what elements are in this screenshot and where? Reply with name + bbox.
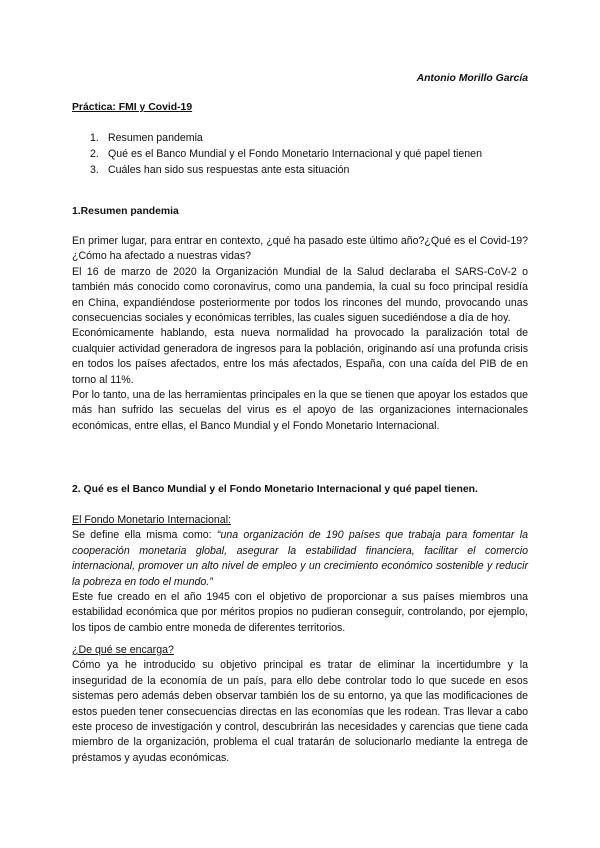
imf-subheading: El Fondo Monetario Internacional: [72, 514, 231, 526]
toc-item-label: Cuáles han sido sus respuestas ante esta situación [108, 164, 350, 176]
paragraph: En primer lugar, para entrar en contexto, ¿qué ha pasado este último año?¿Qué es el Covid-19?¿Cómo ha afectado a nuestras vidas? [72, 235, 528, 263]
toc-item-label: Resumen pandemia [108, 132, 203, 144]
section2-role-block [72, 643, 528, 766]
toc-item-number: 1. [90, 132, 99, 144]
paragraph: El 16 de marzo de 2020 la Organización Mundial de la Salud declaraba el SARS-CoV-2 o también más conocido como coronavirus, como una pandemia, la cual su foco principal residía en China, expandiéndose posteriormente por todos los rincones del mundo, provocando unas consecuencias sociales y económicas terribles, las cuales siguen sucediéndose a día de hoy. [72, 265, 528, 325]
paragraph: Económicamente hablando, esta nueva normalidad ha provocado la paralización total de cualquier actividad generadora de ingresos para la población, originando así una profunda crisis en todos los países afectados, entre los más afectados, España, con una caída del PIB de en torno al 11%. [72, 327, 528, 386]
imf-definition [72, 528, 528, 590]
toc-item-label: Qué es el Banco Mundial y el Fondo Monetario Internacional y qué papel tienen [108, 148, 482, 160]
section2-heading: 2. Qué es el Banco Mundial y el Fondo Monetario Internacional y qué papel tienen. [72, 484, 478, 495]
toc-item-3 [90, 162, 482, 178]
author-name: Antonio Morillo García [416, 73, 528, 84]
toc-item-number: 2. [90, 148, 99, 160]
toc-item-number: 3. [90, 164, 99, 176]
definition-prefix: Se define ella misma como: [72, 529, 217, 542]
table-of-contents [90, 130, 482, 178]
document-title: Práctica: FMI y Covid-19 [72, 102, 193, 113]
toc-item-1 [90, 130, 482, 146]
role-paragraph: Cómo ya he introducido su objetivo principal es tratar de eliminar la incertidumbre y la inseguridad de la economía de un país, para ello debe controlar todo lo que sucede en esos sistemas pero además deben observar también los de su entorno, ya que las modificaciones de estos pueden tener consecuencias directas en las economías que les rodean. Tras llevar a cabo este proceso de investigación y control, descubrirán las necesidades y carencias que tiene cada miembro de la organización, problema el cual tratarán de solucionarlo mediante la entrega de préstamos y ayudas económicas. [72, 659, 528, 764]
section2-imf-block [72, 513, 528, 636]
imf-creation-paragraph: Este fue creado en el año 1945 con el objetivo de proporcionar a sus países miembros una estabilidad económica que por méritos propios no pudieran conseguir, controlando, por ejemplo, los tipos de cambio entre moneda de diferentes territorios. [72, 591, 528, 634]
definition-quote: “una organización de 190 países que trabaja para fomentar la cooperación monetaria global, asegurar la estabilidad financiera, facilitar el comercio internacional, promover un alto nivel de empleo y un crecimiento económico sostenible y reducir la pobreza en todo el mundo.” [72, 529, 528, 588]
paragraph: Por lo tanto, una de las herramientas principales en la que se tienen que apoyar los estados que más han sufrido las secuelas del virus es el apoyo de las organizaciones internacionales económicas, entre ellas, el Banco Mundial y el Fondo Monetario Internacional. [72, 389, 528, 432]
section1-body [72, 234, 528, 434]
toc-item-2 [90, 146, 482, 162]
section1-heading: 1.Resumen pandemia [72, 206, 179, 217]
role-subheading: ¿De qué se encarga? [72, 644, 174, 656]
